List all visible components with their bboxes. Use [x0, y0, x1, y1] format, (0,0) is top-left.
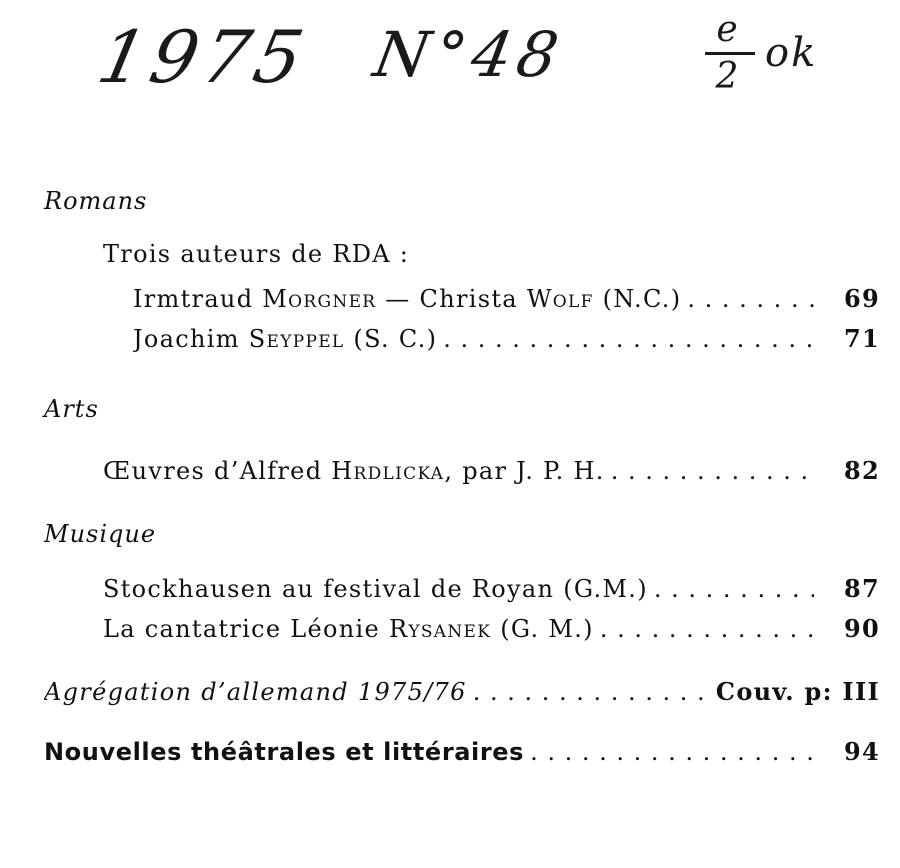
leader-dots	[473, 678, 710, 706]
toc-entry-text: Agrégation d’allemand 1975/76	[44, 678, 467, 706]
leader-dots	[443, 325, 814, 353]
toc-entry-text: Irmtraud Morgner — Christa Wolf (N.C.)	[133, 285, 682, 313]
section-heading-arts: Arts	[44, 395, 99, 423]
toc-entry-morgner-wolf[interactable]	[133, 284, 880, 313]
page-number: 87	[844, 574, 880, 603]
leader-dots	[600, 615, 814, 643]
toc-entry-text: Stockhausen au festival de Royan (G.M.)	[103, 575, 648, 603]
toc-entry-agregation[interactable]	[44, 677, 880, 706]
page-number: 71	[844, 324, 880, 353]
section-heading-romans: Romans	[44, 187, 148, 215]
handwritten-fraction-top: e	[716, 9, 744, 50]
handwritten-fraction	[700, 10, 760, 97]
toc-entry-text: La cantatrice Léonie Rysanek (G. M.)	[103, 615, 594, 643]
page-number: 82	[844, 456, 880, 485]
page-number: 90	[844, 614, 880, 643]
toc-entry-stockhausen[interactable]	[103, 574, 880, 603]
toc-entry-seyppel[interactable]	[133, 324, 880, 353]
page-number: 69	[844, 284, 880, 313]
handwritten-year: 1975	[91, 15, 317, 99]
leader-dots	[687, 285, 814, 313]
romans-intro: Trois auteurs de RDA :	[103, 240, 410, 268]
section-heading-musique: Musique	[44, 520, 157, 548]
handwritten-fraction-bottom: 2	[715, 56, 745, 97]
toc-entry-text: Œuvres d’Alfred Hrdlicka, par J. P. H.	[103, 457, 605, 485]
page-number: Couv. p: III	[715, 677, 880, 706]
toc-entry-rysanek[interactable]	[103, 614, 880, 643]
leader-dots	[654, 575, 814, 603]
toc-entry-hrdlicka[interactable]	[103, 456, 880, 485]
leader-dots	[530, 738, 814, 766]
handwritten-ok: ok	[765, 30, 818, 76]
page-number: 94	[844, 737, 880, 766]
toc-entry-text: Joachim Seyppel (S. C.)	[133, 325, 438, 353]
fraction-bar	[705, 52, 755, 55]
toc-entry-text: Nouvelles théâtrales et littéraires	[44, 738, 525, 766]
toc-entry-nouvelles[interactable]	[44, 737, 880, 766]
leader-dots	[611, 457, 814, 485]
handwritten-issue-number: N°48	[368, 18, 570, 91]
